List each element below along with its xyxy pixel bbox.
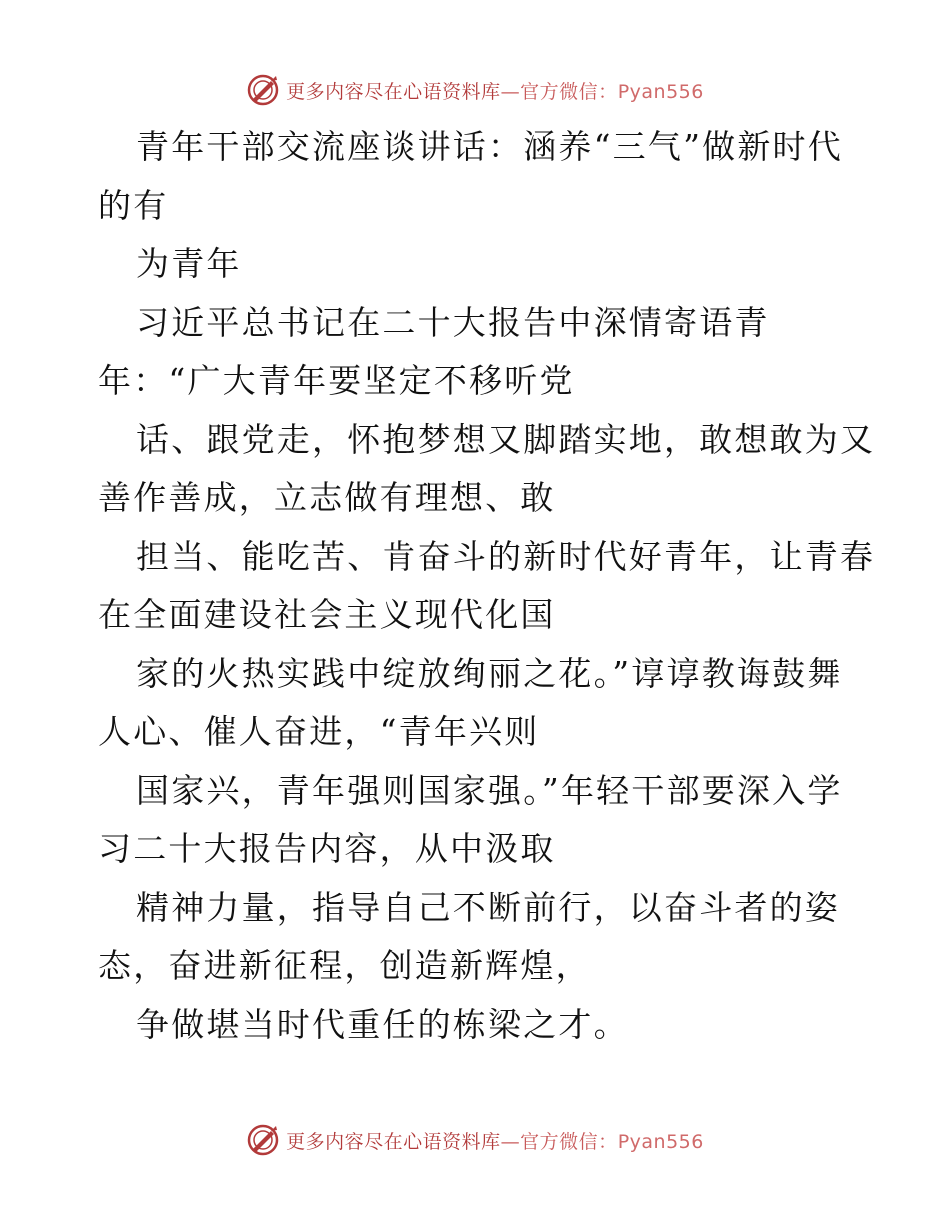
quill-seal-logo-icon (246, 1123, 280, 1157)
doc-line: 担当、能吃苦、肯奋斗的新时代好青年，让青春 (136, 536, 876, 576)
footer-banner (0, 1120, 950, 1160)
doc-line: 家的火热实践中绽放绚丽之花。”谆谆教诲鼓舞 (136, 653, 843, 693)
header-banner-sep: —官方微信： (500, 80, 618, 103)
doc-line: 国家兴，青年强则国家强。”年轻干部要深入学 (136, 770, 843, 810)
footer-banner-main: 更多内容尽在心语资料库 (286, 1130, 501, 1153)
doc-line: 话、跟党走，怀抱梦想又脚踏实地，敢想敢为又 (136, 419, 876, 459)
doc-line: 在全面建设社会主义现代化国 (98, 595, 556, 634)
doc-line: 态，奋进新征程，创造新辉煌， (98, 946, 591, 985)
quill-seal-logo-icon (246, 73, 280, 107)
doc-line: 精神力量，指导自己不断前行，以奋斗者的姿 (136, 887, 840, 927)
doc-line: 的有 (98, 185, 169, 225)
doc-line: 习近平总书记在二十大报告中深情寄语青 (136, 302, 770, 342)
doc-line: 青年干部交流座谈讲话：涵养“三气”做新时代 (136, 127, 843, 166)
footer-banner-id: Pyan556 (617, 1130, 704, 1153)
doc-line: 习二十大报告内容，从中汲取 (98, 829, 556, 868)
doc-line: 年：“广大青年要坚定不移听党 (98, 361, 575, 400)
doc-line: 为青年 (136, 244, 242, 283)
header-banner-main: 更多内容尽在心语资料库 (286, 80, 501, 103)
doc-line: 人心、催人奋进，“青年兴则 (98, 712, 540, 751)
doc-line: 争做堪当时代重任的栋梁之才。 (136, 1004, 629, 1044)
footer-banner-text (286, 1127, 704, 1154)
document-body (98, 118, 876, 1054)
footer-banner-sep: —官方微信： (500, 1130, 618, 1153)
header-banner (0, 70, 950, 110)
header-banner-id: Pyan556 (617, 80, 704, 103)
header-banner-text (286, 77, 704, 104)
doc-line: 善作善成，立志做有理想、敢 (98, 478, 556, 517)
